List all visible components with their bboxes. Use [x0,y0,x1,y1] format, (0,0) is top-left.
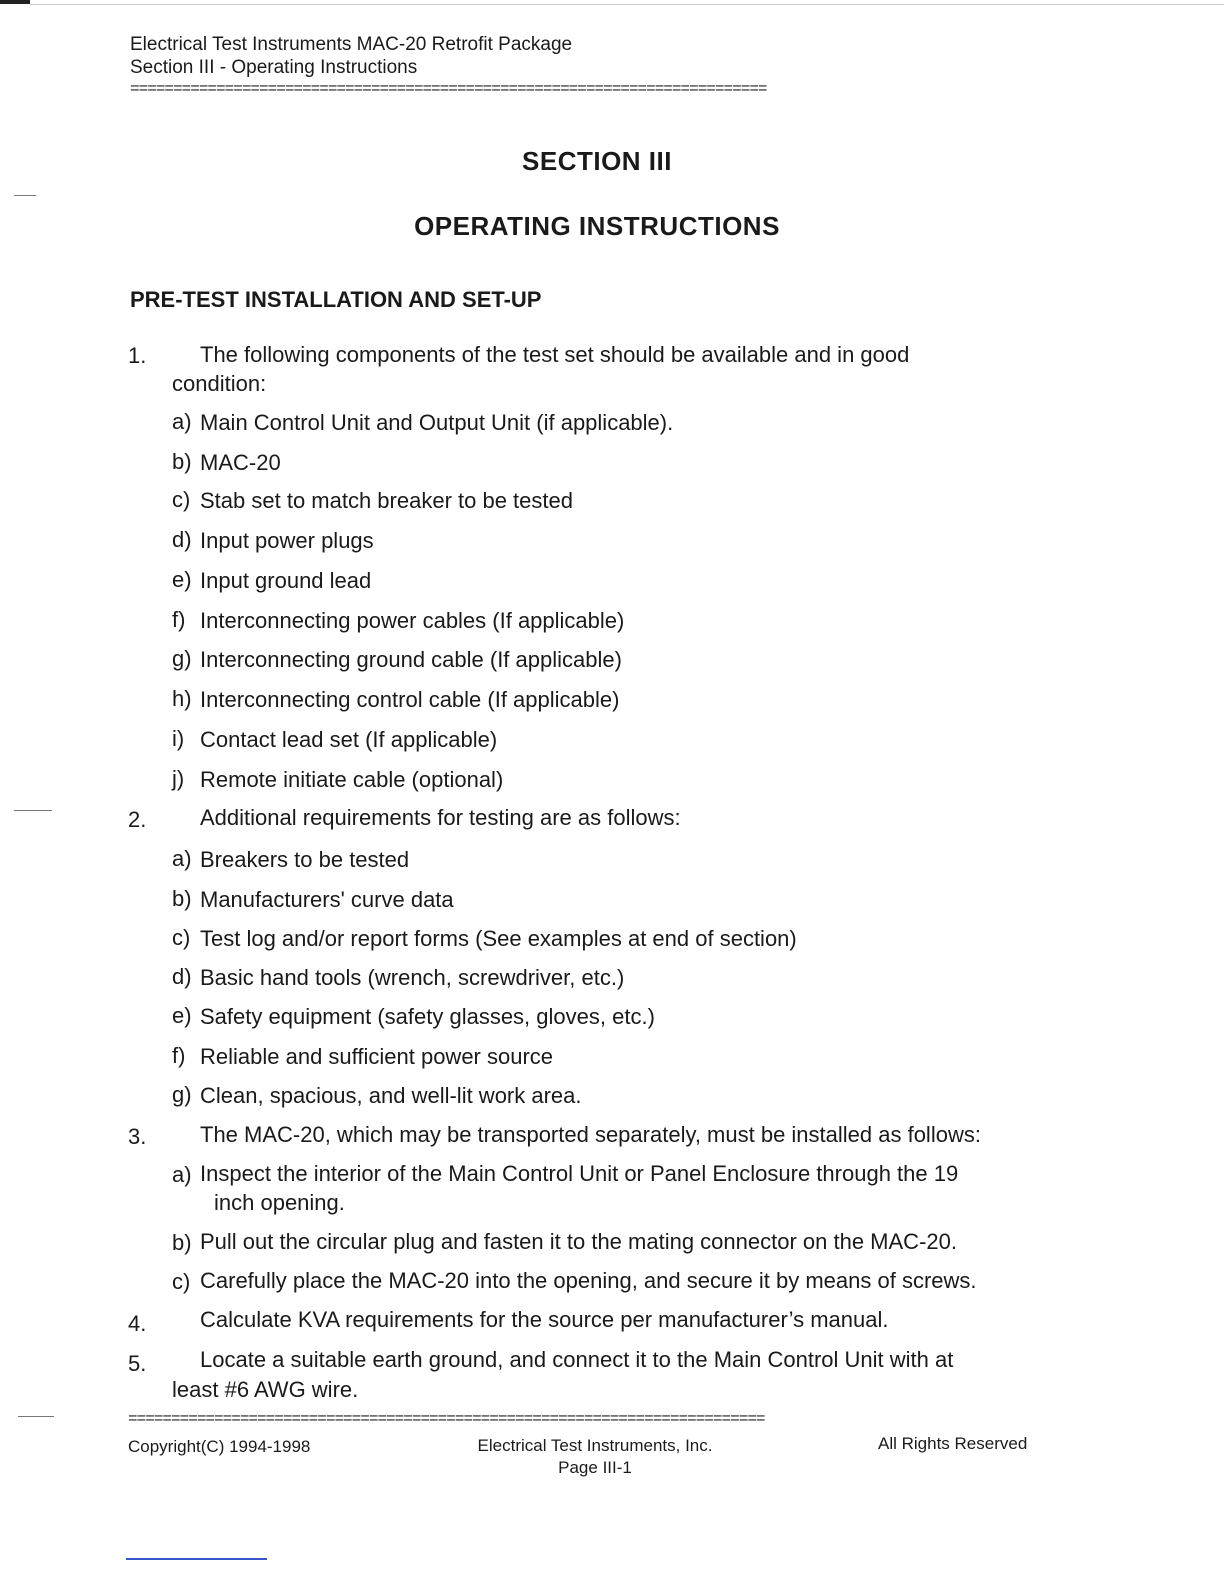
item-number: 4. [128,1311,147,1336]
list-letter: f) [172,1043,186,1068]
item-text-continued: least #6 AWG wire. [172,1377,359,1402]
running-header-section: Section III - Operating Instructions [130,57,418,78]
pretest-heading: PRE-TEST INSTALLATION AND SET-UP [130,287,542,312]
section-title: SECTION III [522,146,672,176]
list-letter: h) [172,686,192,711]
item-text-continued: condition: [172,371,267,396]
item-number: 5. [128,1351,147,1376]
footer-rule: ========================================================================== [128,1410,765,1428]
list-letter: g) [172,1082,192,1107]
footer-company: Electrical Test Instruments, Inc. [477,1436,713,1455]
list-letter: c) [172,925,191,950]
list-letter: j) [172,766,185,791]
footer-rights: All Rights Reserved [878,1434,1028,1453]
blue-underline-mark [126,1558,267,1560]
list-item-continued: inch opening. [214,1190,345,1215]
scan-margin-mark [18,1416,54,1417]
list-letter: e) [172,567,192,592]
list-item: Main Control Unit and Output Unit (if applicable). [200,410,674,435]
list-letter: b) [172,886,192,911]
list-item: Clean, spacious, and well-lit work area. [200,1083,582,1108]
list-letter: d) [172,527,192,552]
list-item: Interconnecting ground cable (If applicable) [200,647,622,672]
list-letter: b) [172,449,192,474]
list-item: Input power plugs [200,528,374,553]
list-letter: b) [172,1230,192,1255]
list-item: Remote initiate cable (optional) [200,767,504,792]
list-item: Inspect the interior of the Main Control Unit or Panel Enclosure through the 19 [200,1161,959,1186]
item-text: The MAC-20, which may be transported separately, must be installed as follows: [200,1122,981,1147]
item-text: Additional requirements for testing are as follows: [200,805,681,830]
list-item: Interconnecting control cable (If applicable) [200,687,620,712]
item-number: 1. [128,343,147,368]
scan-top-edge [30,4,1224,5]
list-item: Safety equipment (safety glasses, gloves, etc.) [200,1004,655,1029]
list-letter: a) [172,846,192,871]
scan-corner-mark [0,0,30,4]
item-number: 2. [128,807,147,832]
item-text: The following components of the test set should be available and in good [200,342,910,367]
list-letter: d) [172,964,192,989]
list-item: Basic hand tools (wrench, screwdriver, etc.) [200,965,625,990]
scan-margin-mark [14,810,52,811]
header-rule: ========================================================================== [130,80,767,98]
list-item: Contact lead set (If applicable) [200,727,498,752]
footer-copyright: Copyright(C) 1994-1998 [128,1437,311,1456]
list-item: Manufacturers' curve data [200,887,454,912]
list-item: Test log and/or report forms (See examples at end of section) [200,926,797,951]
list-letter: f) [172,607,186,632]
running-header-title: Electrical Test Instruments MAC-20 Retrofit Package [130,34,573,55]
list-item: Carefully place the MAC-20 into the opening, and secure it by means of screws. [200,1268,977,1293]
list-letter: c) [172,1269,191,1294]
list-letter: g) [172,646,192,671]
item-text: Calculate KVA requirements for the source per manufacturer’s manual. [200,1307,889,1332]
page-number: Page III-1 [558,1458,632,1477]
item-number: 3. [128,1124,147,1149]
list-item: Stab set to match breaker to be tested [200,488,573,513]
item-text: Locate a suitable earth ground, and connect it to the Main Control Unit with at [200,1347,954,1372]
list-item: Interconnecting power cables (If applicable) [200,608,625,633]
list-letter: c) [172,487,191,512]
list-letter: a) [172,409,192,434]
scan-margin-mark [14,195,36,196]
list-item: Breakers to be tested [200,847,410,872]
list-letter: e) [172,1003,192,1028]
list-item: Reliable and sufficient power source [200,1044,554,1069]
list-letter: i) [172,726,185,751]
list-item: Input ground lead [200,568,372,593]
list-letter: a) [172,1162,192,1187]
list-item: MAC-20 [200,450,281,475]
list-item: Pull out the circular plug and fasten it to the mating connector on the MAC-20. [200,1229,957,1254]
operating-title: OPERATING INSTRUCTIONS [414,211,780,241]
